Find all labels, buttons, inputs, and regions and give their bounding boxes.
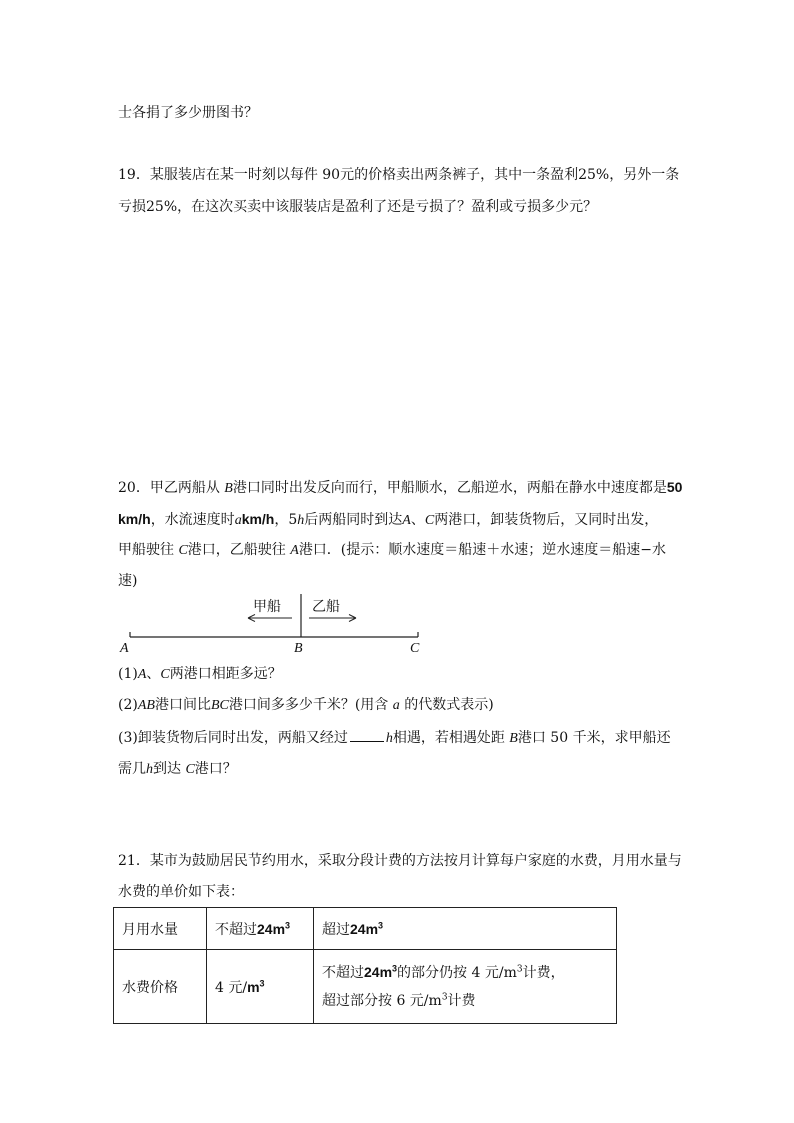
- label-boat-jia: 甲船: [253, 599, 281, 615]
- q20-var: C: [185, 762, 195, 777]
- q20-text: 需几: [118, 761, 146, 777]
- q20-text: 两港口，卸装货物后，又同时出发，: [434, 512, 659, 528]
- superscript: 3: [378, 919, 384, 930]
- cell-text: 不超过: [322, 965, 364, 981]
- water-fee-table: [113, 907, 617, 1024]
- q20-text: 港口同时出发反向而行，甲船顺水，乙船逆水，两船在静水中速度都是: [232, 480, 667, 496]
- cell-text: 24m: [257, 920, 286, 937]
- table-row: [114, 950, 617, 1024]
- label-point-c: C: [410, 641, 420, 656]
- q20-var: A: [137, 667, 147, 682]
- superscript: 3: [441, 992, 448, 1003]
- q20-text: 甲船驶往: [118, 542, 179, 558]
- q20-var: B: [224, 481, 233, 496]
- cell-text: 计费: [447, 993, 476, 1009]
- cell-text: m: [247, 978, 260, 995]
- q20-text: 后两船同时到达: [304, 512, 403, 528]
- q20-text: 、: [146, 666, 161, 682]
- q20-text: 港口间比: [154, 697, 211, 713]
- cell-text: 水费价格: [122, 979, 178, 996]
- q20-text: 港口 50 千米，求甲船还: [517, 730, 671, 746]
- q20-line-4: 速): [118, 573, 138, 589]
- q20-text: 的代数式表示): [399, 697, 494, 713]
- superscript: 3: [516, 964, 523, 975]
- table-cell: [207, 950, 314, 1024]
- cell-text: 的部分仍按 4 元/m: [397, 965, 517, 981]
- q20-sub-2: [118, 695, 494, 716]
- table-cell: [314, 950, 617, 1024]
- q20-text: 港口，乙船驶往: [187, 542, 291, 558]
- q20-text: 到达: [153, 761, 186, 777]
- q20-text: 20．甲乙两船从: [118, 480, 225, 496]
- q20-var: C: [178, 543, 188, 558]
- q20-text: (3)卸装货物后同时出发，两船又经过: [118, 730, 348, 746]
- label-point-a: A: [120, 641, 129, 656]
- q20-sub-3: [118, 727, 671, 749]
- q19-line-2: 亏损25%，在这次买卖中该服装店是盈利了还是亏损了？盈利或亏损多少元？: [118, 199, 598, 215]
- q20-var: A: [402, 513, 411, 528]
- table-cell: [207, 908, 314, 950]
- q21-line-2: 水费的单价如下表：: [118, 884, 244, 900]
- label-boat-yi: 乙船: [312, 599, 340, 615]
- q20-var: B: [509, 731, 518, 746]
- label-point-b: B: [294, 641, 303, 656]
- q20-var: C: [424, 513, 435, 528]
- q20-var: A: [290, 543, 299, 558]
- cell-text: 24m: [364, 964, 393, 980]
- superscript: 3: [259, 977, 265, 988]
- table-cell: [314, 908, 617, 950]
- answer-blank[interactable]: [350, 727, 384, 742]
- q20-var: h: [146, 762, 153, 777]
- cell-text: 4 元/: [215, 979, 248, 996]
- q20-sub-1: [118, 664, 282, 685]
- q20-line-3: [118, 540, 666, 561]
- q20-text: 相遇，若相遇处距: [392, 730, 510, 746]
- q18-tail-text: 士各捐了多少册图书？: [118, 105, 258, 121]
- table-cell: [114, 950, 207, 1024]
- cell-text: 超过: [322, 921, 350, 938]
- q20-speed-value: 50: [666, 479, 683, 495]
- q19-line-1: 19．某服装店在某一时刻以每件 90元的价格卖出两条裤子，其中一条盈利25%，另外一条: [118, 167, 680, 183]
- cell-text: 月用水量: [122, 921, 178, 938]
- q20-var: a: [234, 513, 242, 528]
- table-cell: [114, 908, 207, 950]
- q20-var: AB: [137, 698, 155, 713]
- q20-var: C: [160, 667, 170, 682]
- cell-line: [322, 987, 608, 1015]
- q20-var: a: [392, 698, 400, 713]
- q20-unit: km/h: [118, 511, 151, 527]
- q20-var: BC: [210, 698, 229, 713]
- table-header-row: [114, 908, 617, 950]
- river-diagram: [118, 592, 438, 662]
- cell-line: [322, 958, 608, 987]
- q20-var: h: [297, 513, 305, 528]
- q21-line-1: 21．某市为鼓励居民节约用水，采取分段计费的方法按月计算每户家庭的水费，月用水量与: [118, 853, 682, 869]
- q20-text: 港口间多多少千米？(用含: [228, 697, 393, 713]
- q20-var: h: [385, 731, 393, 746]
- q20-line-1: [118, 477, 682, 499]
- q20-text: 、: [410, 512, 425, 528]
- q20-unit: km/h: [241, 511, 275, 527]
- superscript: 3: [392, 963, 398, 974]
- cell-text: 计费，: [522, 965, 565, 981]
- cell-text: 超过部分按 6 元/m: [322, 993, 442, 1009]
- cell-text: 不超过: [215, 921, 257, 938]
- q20-text: 港口？: [194, 761, 237, 777]
- q20-text: 两港口相距多远？: [169, 666, 282, 682]
- q20-sub-num: (2): [118, 697, 138, 713]
- q20-sub-3-cont: [118, 759, 237, 780]
- q20-sub-num: (1): [118, 666, 138, 682]
- cell-text: 24m: [350, 920, 379, 937]
- q20-text: 港口．(提示：顺水速度＝船速＋水速；逆水速度＝船速−水: [298, 542, 667, 558]
- q20-line-2: [118, 509, 658, 531]
- superscript: 3: [285, 919, 291, 930]
- q20-text: ，水流速度时: [150, 512, 235, 528]
- q20-text: ，5: [274, 512, 298, 528]
